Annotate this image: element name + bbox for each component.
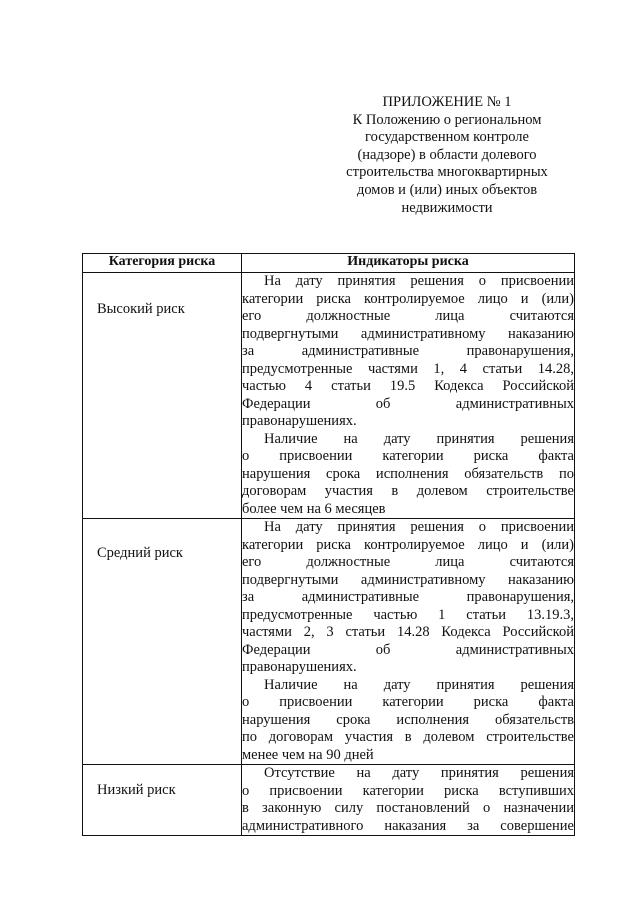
table-header-row (83, 254, 575, 273)
indicator-line: Наличие на дату принятия решения (264, 430, 574, 447)
header-line: домов и (или) иных объектов (356, 181, 538, 198)
risk-category-cell (83, 765, 242, 836)
indicator-line: о присвоении категории риска вступивших (242, 782, 574, 799)
risk-indicators-cell (242, 519, 575, 765)
indicator-line: по договорам участия в долевом строительстве (242, 729, 574, 745)
risk-table (82, 253, 575, 836)
risk-category-label: Низкий риск (97, 782, 176, 798)
risk-category-label: Высокий риск (97, 301, 185, 317)
risk-category-cell (83, 519, 242, 765)
table-row (83, 273, 575, 519)
table-row (83, 519, 575, 765)
indicator-line: за административные правонарушения, (242, 343, 574, 359)
indicator-line: более чем на 6 месяцев (242, 500, 386, 517)
indicator-line: правонарушениях. (242, 659, 357, 675)
indicator-line: категории риска контролируемое лицо и (или) (242, 290, 574, 307)
indicator-line: о присвоении категории риска факта (242, 448, 574, 464)
indicator-line: предусмотренные частями 1, 4 статьи 14.28, (242, 360, 574, 377)
indicator-line: частью 4 статьи 19.5 Кодекса Российской (242, 378, 574, 394)
indicator-line: Отсутствие на дату принятия решения (264, 765, 574, 781)
risk-indicators-cell (242, 765, 575, 836)
indicator-line: предусмотренные частью 1 статьи 13.19.3, (242, 606, 574, 623)
column-header-indicators: Индикаторы риска (242, 254, 575, 273)
indicator-line: о присвоении категории риска факта (242, 694, 574, 710)
header-line: государственном контроле (365, 129, 529, 146)
indicator-line: нарушения срока исполнения обязательств (242, 711, 574, 728)
indicator-line: правонарушениях. (242, 413, 357, 429)
indicator-line: его должностные лица считаются (242, 554, 574, 570)
indicator-line: частями 2, 3 статьи 14.28 Кодекса Российской (242, 624, 574, 640)
indicator-line: подвергнутыми административному наказанию (242, 325, 574, 342)
indicator-line: договорам участия в долевом строительстве (242, 483, 574, 499)
table-row (83, 765, 575, 836)
indicator-line: подвергнутыми административному наказанию (242, 571, 574, 588)
indicator-line: менее чем на 90 дней (242, 746, 374, 763)
risk-indicators-cell (242, 273, 575, 519)
indicator-line: нарушения срока исполнения обязательств по (242, 465, 574, 482)
appendix-header (330, 94, 564, 217)
indicator-line: На дату принятия решения о присвоении (264, 519, 574, 535)
indicator-line: за административные правонарушения, (242, 589, 574, 605)
indicator-line: в законную силу постановлений о назначении (242, 800, 574, 816)
risk-category-label: Средний риск (97, 545, 183, 561)
appendix-title: ПРИЛОЖЕНИЕ № 1 (382, 94, 512, 110)
header-line: (надзоре) в области долевого (357, 146, 537, 163)
indicator-line: административного наказания за совершение (242, 817, 574, 834)
header-line: К Положению о региональном (352, 111, 542, 128)
indicator-line: его должностные лица считаются (242, 308, 574, 324)
indicator-line: На дату принятия решения о присвоении (264, 273, 574, 289)
indicator-line: Федерации об административных (242, 641, 574, 658)
header-line: строительства многоквартирных (346, 164, 548, 181)
risk-category-cell (83, 273, 242, 519)
indicator-line: Наличие на дату принятия решения (264, 676, 574, 693)
header-line: недвижимости (401, 199, 493, 216)
column-header-category: Категория риска (83, 254, 242, 273)
indicator-line: категории риска контролируемое лицо и (или) (242, 536, 574, 553)
indicator-line: Федерации об административных (242, 395, 574, 412)
